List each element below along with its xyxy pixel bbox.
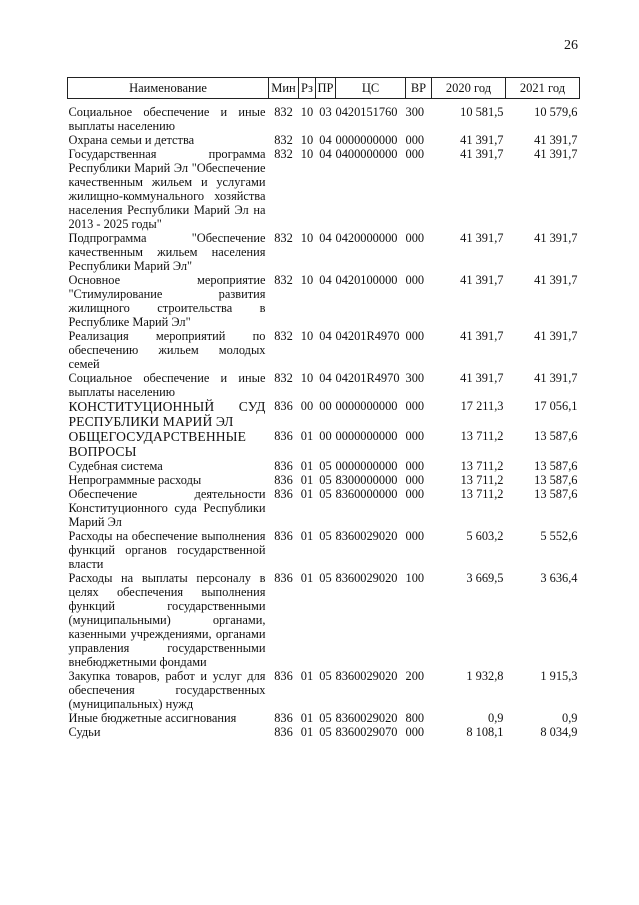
cell-name: Расходы на выплаты персоналу в целях обеспечения выполнения функций государственными (муниципальными) органами, казенными учреждениями, органами управления государственными внебюджетными фондами	[68, 571, 266, 669]
cell-cs: 0400000000	[335, 147, 398, 161]
table-row	[68, 429, 580, 459]
cell-min: 832	[274, 133, 293, 147]
cell-min: 836	[274, 571, 293, 585]
header-pr: ПР	[316, 78, 336, 99]
cell-rz: 01	[300, 711, 314, 725]
cell-vr: 200	[405, 669, 425, 683]
cell-min: 836	[274, 399, 293, 413]
cell-pr: 04	[319, 273, 332, 287]
cell-pr: 00	[319, 399, 332, 413]
table-row	[68, 399, 580, 429]
cell-cs: 8360029020	[335, 711, 398, 725]
cell-name: Социальное обеспечение и иные выплаты населению	[68, 105, 266, 133]
cell-pr: 00	[319, 429, 332, 443]
cell-pr: 04	[319, 329, 332, 343]
cell-min: 832	[274, 147, 293, 161]
cell-2021: 1 915,3	[540, 669, 578, 683]
table-row	[68, 669, 580, 711]
table-header	[68, 78, 580, 99]
cell-rz: 01	[300, 429, 314, 443]
cell-vr: 000	[405, 429, 425, 443]
cell-min: 832	[274, 371, 293, 385]
cell-rz: 01	[300, 571, 314, 585]
cell-name: Непрограммные расходы	[68, 473, 202, 487]
cell-rz: 10	[300, 329, 314, 343]
cell-name: ОБЩЕГОСУДАРСТВЕННЫЕ ВОПРОСЫ	[68, 429, 247, 459]
cell-pr: 05	[319, 529, 332, 543]
cell-vr: 800	[405, 711, 425, 725]
table-row	[68, 459, 580, 473]
table-row	[68, 571, 580, 669]
cell-cs: 8300000000	[335, 473, 398, 487]
cell-cs: 8360029020	[335, 571, 398, 585]
cell-2020: 41 391,7	[460, 147, 504, 161]
cell-2021: 8 034,9	[540, 725, 578, 739]
cell-name: Обеспечение деятельности Конституционного суда Республики Марий Эл	[68, 487, 266, 529]
table-row	[68, 147, 580, 231]
table-row	[68, 371, 580, 399]
cell-vr: 000	[405, 529, 425, 543]
cell-name: Судьи	[68, 725, 101, 739]
cell-2021: 41 391,7	[534, 273, 578, 287]
cell-2020: 41 391,7	[460, 231, 504, 245]
cell-2021: 13 587,6	[534, 429, 578, 443]
cell-min: 832	[274, 329, 293, 343]
cell-min: 836	[274, 711, 293, 725]
cell-cs: 0000000000	[335, 399, 398, 413]
cell-vr: 000	[405, 273, 425, 287]
cell-cs: 0420000000	[335, 231, 398, 245]
cell-name: Социальное обеспечение и иные выплаты населению	[68, 371, 266, 399]
table-row	[68, 529, 580, 571]
cell-min: 836	[274, 459, 293, 473]
cell-rz: 10	[300, 231, 314, 245]
cell-name: Подпрограмма "Обеспечение качественным жильем населения Республики Марий Эл"	[68, 231, 266, 273]
cell-2021: 5 552,6	[540, 529, 578, 543]
table-row	[68, 133, 580, 147]
cell-2020: 5 603,2	[466, 529, 504, 543]
cell-2021: 41 391,7	[534, 147, 578, 161]
cell-rz: 10	[300, 147, 314, 161]
cell-rz: 01	[300, 669, 314, 683]
cell-name: Судебная система	[68, 459, 163, 473]
cell-cs: 8360029020	[335, 669, 398, 683]
cell-2021: 13 587,6	[534, 487, 578, 501]
cell-2020: 13 711,2	[460, 473, 504, 487]
cell-name: Иные бюджетные ассигнования	[68, 711, 237, 725]
cell-min: 836	[274, 529, 293, 543]
cell-name: Основное мероприятие "Стимулирование развития жилищного строительства в Республике Марий Эл"	[68, 273, 266, 329]
cell-rz: 10	[300, 273, 314, 287]
cell-rz: 01	[300, 459, 314, 473]
cell-2020: 13 711,2	[460, 459, 504, 473]
cell-cs: 8360000000	[335, 487, 398, 501]
cell-min: 836	[274, 725, 293, 739]
cell-cs: 0420151760	[335, 105, 398, 119]
cell-name: Расходы на обеспечение выполнения функций органов государственной власти	[68, 529, 266, 571]
cell-min: 836	[274, 487, 293, 501]
cell-2020: 1 932,8	[466, 669, 504, 683]
cell-2021: 17 056,1	[534, 399, 578, 413]
cell-min: 836	[274, 669, 293, 683]
header-2021: 2021 год	[506, 78, 580, 99]
cell-vr: 000	[405, 329, 425, 343]
cell-2020: 41 391,7	[460, 371, 504, 385]
cell-pr: 04	[319, 231, 332, 245]
page-number: 26	[564, 38, 578, 53]
cell-2020: 13 711,2	[460, 487, 504, 501]
cell-cs: 0000000000	[335, 133, 398, 147]
cell-min: 832	[274, 105, 293, 119]
cell-min: 832	[274, 231, 293, 245]
cell-2021: 3 636,4	[540, 571, 578, 585]
cell-rz: 01	[300, 725, 314, 739]
cell-cs: 0000000000	[335, 459, 398, 473]
cell-vr: 000	[405, 399, 425, 413]
header-rz: Рз	[299, 78, 316, 99]
cell-2021: 13 587,6	[534, 473, 578, 487]
cell-min: 832	[274, 273, 293, 287]
header-cs: ЦС	[336, 78, 406, 99]
cell-pr: 05	[319, 725, 332, 739]
cell-rz: 00	[300, 399, 314, 413]
cell-vr: 000	[405, 459, 425, 473]
cell-2020: 17 211,3	[460, 399, 504, 413]
cell-vr: 300	[405, 371, 425, 385]
cell-2020: 3 669,5	[466, 571, 504, 585]
cell-pr: 04	[319, 147, 332, 161]
cell-pr: 05	[319, 459, 332, 473]
cell-min: 836	[274, 429, 293, 443]
cell-2020: 41 391,7	[460, 273, 504, 287]
cell-vr: 000	[405, 725, 425, 739]
cell-cs: 8360029070	[335, 725, 398, 739]
cell-2020: 13 711,2	[460, 429, 504, 443]
cell-vr: 000	[405, 231, 425, 245]
cell-name: Государственная программа Республики Марий Эл "Обеспечение качественным жильем и услугами жилищно-коммунального хозяйства населения Республики Марий Эл на 2013 - 2025 годы"	[68, 147, 266, 231]
cell-cs: 0420100000	[335, 273, 398, 287]
table-row	[68, 725, 580, 739]
cell-vr: 000	[405, 147, 425, 161]
cell-name: Охрана семьи и детства	[68, 133, 195, 147]
table-row	[68, 273, 580, 329]
cell-2021: 41 391,7	[534, 371, 578, 385]
cell-rz: 10	[300, 371, 314, 385]
cell-pr: 05	[319, 473, 332, 487]
cell-pr: 05	[319, 571, 332, 585]
cell-2021: 0,9	[562, 711, 578, 725]
cell-2021: 41 391,7	[534, 231, 578, 245]
cell-min: 836	[274, 473, 293, 487]
header-vr: ВР	[406, 78, 432, 99]
cell-2020: 0,9	[488, 711, 504, 725]
table-row	[68, 473, 580, 487]
cell-vr: 000	[405, 487, 425, 501]
table-row	[68, 99, 580, 134]
table-row	[68, 711, 580, 725]
cell-cs: 0000000000	[335, 429, 398, 443]
header-min: Мин	[269, 78, 299, 99]
cell-rz: 10	[300, 105, 314, 119]
header-2020: 2020 год	[432, 78, 506, 99]
cell-rz: 01	[300, 487, 314, 501]
cell-rz: 10	[300, 133, 314, 147]
cell-pr: 05	[319, 669, 332, 683]
cell-2020: 41 391,7	[460, 133, 504, 147]
cell-name: КОНСТИТУЦИОННЫЙ СУД РЕСПУБЛИКИ МАРИЙ ЭЛ	[68, 399, 266, 429]
cell-pr: 05	[319, 487, 332, 501]
cell-name: Закупка товаров, работ и услуг для обеспечения государственных (муниципальных) нужд	[68, 669, 266, 711]
cell-rz: 01	[300, 529, 314, 543]
cell-2021: 10 579,6	[534, 105, 578, 119]
cell-vr: 300	[405, 105, 425, 119]
table-row	[68, 329, 580, 371]
cell-2021: 41 391,7	[534, 133, 578, 147]
cell-2021: 13 587,6	[534, 459, 578, 473]
cell-vr: 100	[405, 571, 425, 585]
cell-2020: 10 581,5	[460, 105, 504, 119]
table-row	[68, 487, 580, 529]
cell-pr: 03	[319, 105, 332, 119]
cell-pr: 04	[319, 371, 332, 385]
cell-2020: 41 391,7	[460, 329, 504, 343]
cell-cs: 04201R4970	[335, 371, 400, 385]
cell-cs: 04201R4970	[335, 329, 400, 343]
table-row	[68, 231, 580, 273]
cell-pr: 05	[319, 711, 332, 725]
budget-table	[67, 77, 580, 739]
cell-name: Реализация мероприятий по обеспечению жильем молодых семей	[68, 329, 266, 371]
cell-rz: 01	[300, 473, 314, 487]
cell-2021: 41 391,7	[534, 329, 578, 343]
header-name: Наименование	[68, 78, 269, 99]
cell-vr: 000	[405, 133, 425, 147]
cell-pr: 04	[319, 133, 332, 147]
table-body	[68, 99, 580, 740]
cell-2020: 8 108,1	[466, 725, 504, 739]
cell-vr: 000	[405, 473, 425, 487]
cell-cs: 8360029020	[335, 529, 398, 543]
